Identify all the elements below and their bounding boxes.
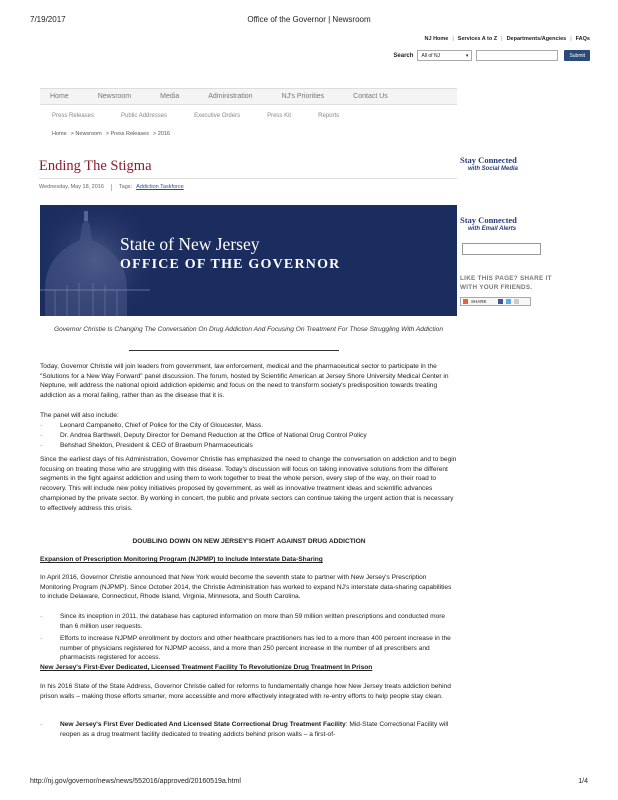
submit-button[interactable]: Submit	[564, 50, 590, 61]
subhead-divider	[129, 350, 339, 351]
banner-office-name: OFFICE OF THE GOVERNOR	[120, 257, 341, 272]
list-item	[40, 612, 458, 631]
meta-divider	[111, 184, 112, 191]
utility-nav	[425, 36, 590, 42]
section-heading-prison: New Jersey's First-Ever Dedicated, Licensed Treatment Facility To Revolutionize Drug Treatment In Prison	[40, 664, 373, 671]
governor-banner	[40, 205, 457, 316]
search-scope-value: All of NJ	[421, 52, 441, 59]
section-heading-doubling: DOUBLING DOWN ON NEW JERSEY'S FIGHT AGAINST DRUG ADDICTION	[132, 538, 366, 545]
list-item	[40, 720, 458, 739]
bullet-mark: ·	[40, 422, 43, 429]
nav-media[interactable]: Media	[160, 93, 180, 100]
njpmp-fact: Since its inception in 2011, the database has captured information on more than 59 million written prescriptions and conducted more than 6 million user requests.	[60, 613, 446, 630]
social-media-link[interactable]: with Social Media	[468, 166, 519, 172]
bullet-mark: ·	[40, 635, 43, 642]
bullet-mark: ·	[40, 432, 43, 439]
print-page-number: 1/4	[578, 778, 588, 785]
panel-member: Behshad Sheldon, President & CEO of Braeburn Pharmaceuticals	[60, 442, 253, 449]
subnav-executive-orders[interactable]: Executive Orders	[194, 113, 241, 119]
subnav-public-addresses[interactable]: Public Addresses	[121, 113, 168, 119]
email-alert-input[interactable]	[462, 243, 541, 255]
share-label: SHARE	[471, 299, 487, 304]
facebook-icon	[498, 299, 503, 304]
tag-link[interactable]: Addiction Taskforce	[136, 184, 184, 190]
util-separator: |	[570, 36, 572, 42]
share-button[interactable]	[460, 297, 531, 306]
util-link-faqs[interactable]: FAQs	[575, 36, 590, 42]
share-prompt-line: WITH YOUR FRIENDS.	[460, 283, 533, 291]
panel-member: Leonard Campanello, Chief of Police for the City of Gloucester, Mass.	[60, 422, 264, 429]
title-divider	[39, 178, 457, 179]
email-alerts-label: with Email Alerts	[468, 226, 517, 232]
search-input[interactable]	[476, 50, 558, 61]
paragraph-njpmp: In April 2016, Governor Christie announced that New York would become the seventh state to partner with New Jersey's Prescription Monitoring Program (NJPMP). Since October 2014, the Christie Administration has worked to expand NJ's interstate data-sharing capabilities to include Delaware, Connecticut, Rhode Island, Virginia, Minnesota, and South Carolina.	[40, 574, 452, 601]
list-item	[40, 431, 458, 441]
prison-fact-rest: : Mid-State Correctional Facility will reopen as a drug treatment facility dedicated to treating addicts behind prison walls – a first-of-	[60, 721, 449, 738]
breadcrumb-press-releases[interactable]: > Press Releases	[105, 131, 149, 137]
util-link-nj-home[interactable]: NJ Home	[424, 36, 449, 42]
nav-priorities[interactable]: NJ's Priorities	[281, 93, 325, 100]
paragraph-intro: Today, Governor Christie will join leaders from government, law enforcement, medical and the pharmaceutical sector to participate in the "Solutions for a New Way Forward" panel discussion. The forum, hosted by Scientific American at Jersey Shore University Medical Center in Neptune, will address the national opioid addiction epidemic and focus on the need to transform society's predisposition towards treating addiction as a moral failing, rather than as the disease that it is.	[40, 363, 449, 400]
prison-fact	[60, 720, 458, 739]
util-link-departments[interactable]: Departments/Agencies	[506, 36, 567, 42]
breadcrumb-newsroom[interactable]: > Newsroom	[70, 131, 102, 137]
print-url: http://nj.gov/governor/news/news/552016/approved/20160519a.html	[30, 778, 241, 785]
subnav-reports[interactable]: Reports	[318, 113, 340, 119]
util-link-services[interactable]: Services A to Z	[457, 36, 498, 42]
list-item	[40, 441, 458, 451]
article-meta	[39, 184, 184, 191]
print-date: 7/19/2017	[30, 15, 66, 24]
tags-label: Tags:	[118, 184, 133, 190]
chevron-down-icon: ▾	[465, 52, 469, 59]
paragraph-panel-intro: The panel will also include:	[40, 412, 119, 419]
breadcrumb	[52, 131, 170, 137]
article-subhead: Governor Christie Is Changing The Conversation On Drug Addiction And Focusing On Treatment For Those Struggling With Addiction	[53, 326, 444, 333]
email-icon	[514, 299, 519, 304]
list-item	[40, 421, 458, 431]
section-heading-njpmp: Expansion of Prescription Monitoring Program (NJPMP) to Include Interstate Data-Sharing	[40, 556, 323, 563]
nav-newsroom[interactable]: Newsroom	[97, 93, 132, 100]
breadcrumb-year[interactable]: > 2016	[152, 131, 170, 137]
prison-fact-bold: New Jersey's First Ever Dedicated And Licensed State Correctional Drug Treatment Facility	[60, 721, 346, 728]
stay-connected-social-title: Stay Connected	[460, 155, 517, 165]
subnav-press-releases[interactable]: Press Releases	[52, 113, 95, 119]
njpmp-fact: Efforts to increase NJPMP enrollment by doctors and other healthcare practitioners has led to a more than 400 percent increase in the number of physicians registered for NJPMP access, and a more than 250 percent increase in the number of all prescribers and pharmacists registered for access.	[60, 635, 451, 662]
twitter-icon	[506, 299, 511, 304]
util-separator: |	[452, 36, 454, 42]
page-title: Ending The Stigma	[39, 158, 152, 174]
search-row	[393, 50, 590, 61]
print-title: Office of the Governor | Newsroom	[247, 15, 371, 24]
bullet-mark: ·	[40, 613, 43, 620]
nav-administration[interactable]: Administration	[208, 93, 253, 100]
banner-state-name: State of New Jersey	[120, 234, 260, 254]
article-date: Wednesday, May 18, 2016	[39, 184, 104, 190]
subnav-press-kit[interactable]: Press Kit	[267, 113, 292, 119]
breadcrumb-home[interactable]: Home	[52, 131, 67, 137]
bullet-mark: ·	[40, 721, 43, 728]
nav-home[interactable]: Home	[50, 93, 69, 100]
share-icon	[463, 299, 468, 304]
stay-connected-email-title: Stay Connected	[460, 215, 517, 225]
share-prompt	[460, 275, 552, 292]
paragraph-prison: In his 2016 State of the State Address, Governor Christie called for reforms to fundamentally change how New Jersey treats addiction behind prison walls – making those efforts smarter, more accessible and more effectively integrated with re-entry efforts to help people stay clean.	[40, 683, 451, 700]
search-scope-select[interactable]	[417, 50, 472, 61]
share-prompt-line: LIKE THIS PAGE? SHARE IT	[460, 275, 552, 282]
panel-member: Dr. Andrea Barthwell, Deputy Director for Demand Reduction at the Office of National Drug Control Policy	[60, 432, 367, 439]
bullet-mark: ·	[40, 442, 43, 449]
nav-contact[interactable]: Contact Us	[353, 93, 388, 100]
util-separator: |	[501, 36, 503, 42]
main-nav	[40, 88, 457, 105]
search-label: Search	[393, 52, 414, 59]
list-item	[40, 634, 458, 663]
sub-nav	[52, 113, 339, 119]
paragraph-administration: Since the earliest days of his Administration, Governor Christie has emphasized the need to change the conversation on addiction and to begin focusing on treating those who are struggling with this disease. Today's discussion will focus on taking innovative solutions from the different segments in the fight against addiction and using them to work together to treat the whole person, every step of the way, on their road to recovery. This will include new policy initiatives proposed by government, as well as innovative treatment ideas and scientific advances championed by the private sector. By working in concert, the public and private sectors can continue taking the urgent action that is necessary to effectively address this crisis.	[40, 456, 457, 512]
